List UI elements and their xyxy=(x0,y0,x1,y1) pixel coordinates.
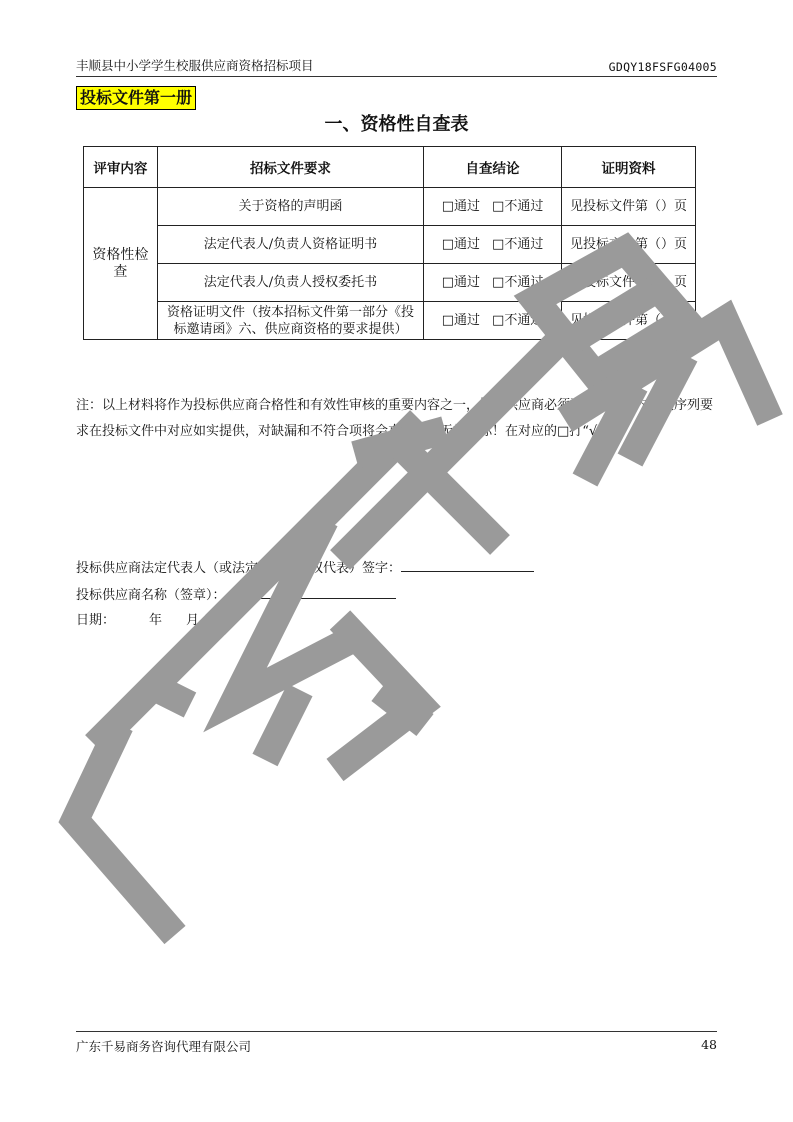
project-name: 丰顺县中小学学生校服供应商资格招标项目 xyxy=(76,58,314,73)
requirement-cell: 法定代表人/负责人授权委托书 xyxy=(157,264,423,302)
signature-block xyxy=(76,557,534,638)
page-header xyxy=(76,56,717,77)
watermark-stroke xyxy=(160,690,190,705)
result-cell xyxy=(424,188,562,226)
fail-checkbox[interactable]: □不通过 xyxy=(492,237,544,252)
watermark-stroke xyxy=(395,440,500,545)
watermark-stroke xyxy=(265,690,300,760)
qualification-check-table xyxy=(83,146,696,340)
date-label: 日期： xyxy=(76,613,116,628)
month-label: 月 xyxy=(186,613,200,628)
table-row xyxy=(84,226,696,264)
fail-checkbox[interactable]: □不通过 xyxy=(492,275,544,290)
date-line xyxy=(76,611,534,638)
table-row xyxy=(84,302,696,340)
year-label: 年 xyxy=(149,613,163,628)
watermark-stroke xyxy=(340,340,560,560)
note-paragraph: 注：以上材料将作为投标供应商合格性和有效性审核的重要内容之一，投标供应商必须严格按照其内容及序列要求在投标文件中对应如实提供，对缺漏和不符合项将会直接导致无效投标！在对应的□打“√”。 xyxy=(76,398,714,439)
column-header: 评审内容 xyxy=(84,147,158,188)
rep-signature-label: 投标供应商法定代表人（或法定代表人授权代表）签字： xyxy=(76,561,402,576)
result-cell xyxy=(424,264,562,302)
project-code: GDQY18FSFG04005 xyxy=(608,60,717,74)
footer-company: 广东千易商务咨询代理有限公司 xyxy=(76,1039,252,1054)
fail-checkbox[interactable]: □不通过 xyxy=(492,199,544,214)
volume-tag: 投标文件第一册 xyxy=(76,86,196,110)
category-cell: 资格性检查 xyxy=(84,188,158,340)
fail-checkbox[interactable]: □不通过 xyxy=(492,313,544,328)
pass-checkbox[interactable]: □通过 xyxy=(441,199,481,214)
rep-signature-field[interactable] xyxy=(401,557,534,572)
proof-cell: 见投标文件第（）页 xyxy=(562,226,696,264)
requirement-cell: 法定代表人/负责人资格证明书 xyxy=(157,226,423,264)
watermark-stroke xyxy=(75,725,175,935)
table-row xyxy=(84,188,696,226)
column-header: 招标文件要求 xyxy=(157,147,423,188)
pass-checkbox[interactable]: □通过 xyxy=(441,275,481,290)
table-row xyxy=(84,264,696,302)
requirement-cell: 关于资格的声明函 xyxy=(157,188,423,226)
company-signature-field[interactable] xyxy=(226,584,396,599)
pass-checkbox[interactable]: □通过 xyxy=(441,237,481,252)
page-footer xyxy=(76,1031,717,1055)
result-cell xyxy=(424,226,562,264)
watermark-stroke xyxy=(335,620,420,770)
page-number: 48 xyxy=(701,1037,717,1052)
proof-cell: 见投标文件第（）页 xyxy=(562,188,696,226)
table-header-row xyxy=(84,147,696,188)
column-header: 证明资料 xyxy=(562,147,696,188)
column-header: 自查结论 xyxy=(424,147,562,188)
requirement-cell: 资格证明文件（按本招标文件第一部分《投标邀请函》六、供应商资格的要求提供） xyxy=(157,302,423,340)
rep-signature-line xyxy=(76,557,534,584)
company-signature-line xyxy=(76,584,534,611)
page-title: 一、资格性自查表 xyxy=(324,114,469,135)
proof-cell: 见投标文件第（）页 xyxy=(562,302,696,340)
day-label: 日 xyxy=(223,613,237,628)
proof-cell: 见投标文件第（）页 xyxy=(562,264,696,302)
company-signature-label: 投标供应商名称（签章）： xyxy=(76,588,226,603)
result-cell xyxy=(424,302,562,340)
pass-checkbox[interactable]: □通过 xyxy=(441,313,481,328)
watermark-stroke xyxy=(380,690,425,725)
